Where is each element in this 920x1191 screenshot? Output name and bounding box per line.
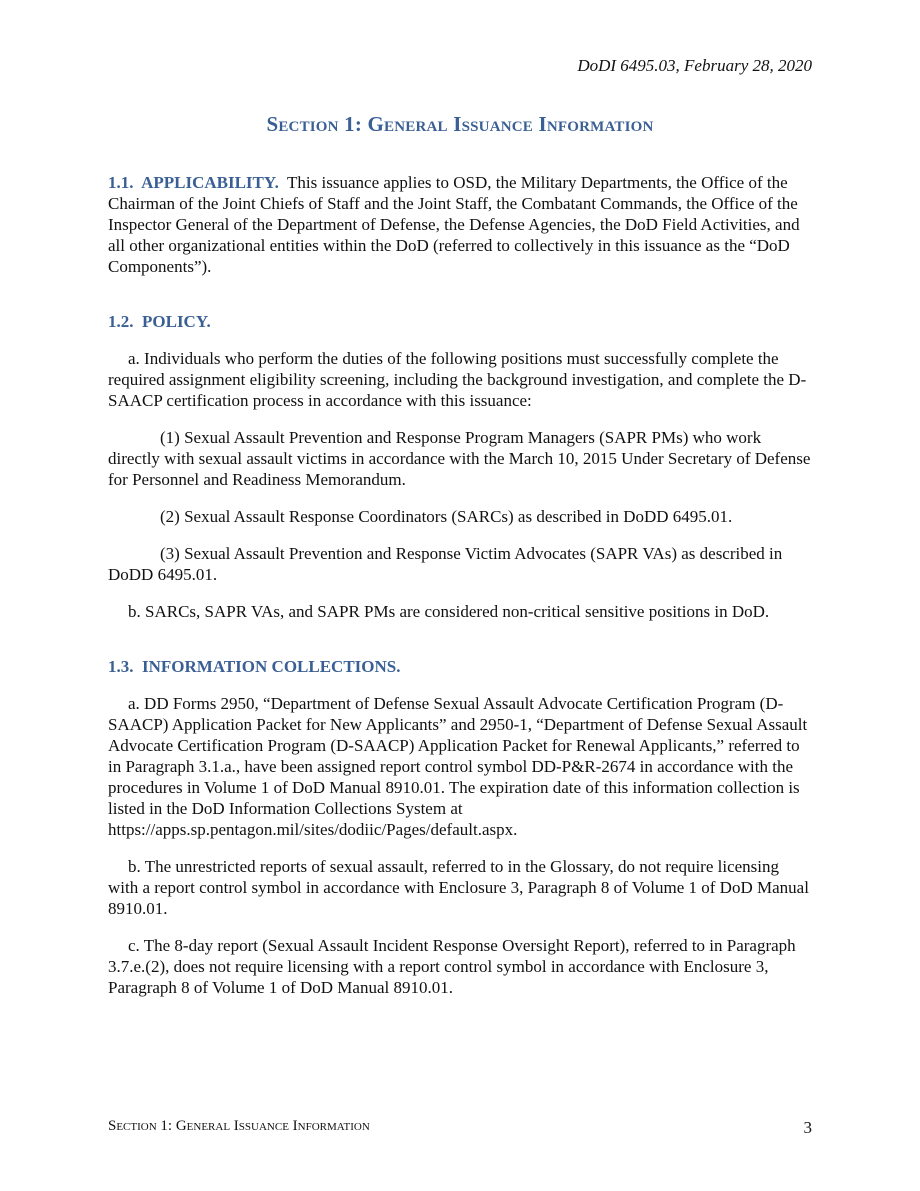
paragraph-1-3-a: a. DD Forms 2950, “Department of Defense Sexual Assault Advocate Certification Program (D-SAACP) Application Packet for New Applicants” and 2950-1, “Department of Defense Sexual Assault Advocate Certification Program (D-SAACP) Application Packet for Renewal Applicants,” referred to in Paragraph 3.1.a., have been assigned report control symbol DD-P&R-2674 in accordance with the procedures in Volume 1 of DoD Manual 8910.01. The expiration date of this information collection is listed in the DoD Information Collections System at https://apps.sp.pentagon.mil/sites/dodiic/Pages/default.aspx. [108, 694, 808, 839]
section-1-3-heading: INFORMATION COLLECTIONS. [142, 657, 401, 676]
section-1-2-heading-line [108, 311, 812, 332]
paragraph-1-2-a-2: (2) Sexual Assault Response Coordinators (SARCs) as described in DoDD 6495.01. [160, 507, 733, 526]
page-footer [108, 1118, 812, 1135]
footer-section-title: Section 1: General Issuance Information [108, 1118, 370, 1134]
section-title: Section 1: General Issuance Information [266, 112, 654, 136]
running-head: DoDI 6495.03, February 28, 2020 [577, 56, 812, 75]
section-1-2-number: 1.2. [108, 312, 134, 331]
section-1-3-heading-line [108, 656, 812, 677]
section-1-1-heading: APPLICABILITY. [141, 173, 279, 192]
paragraph-1-2-a: a. Individuals who perform the duties of the following positions must successfully complete the required assignment eligibility screening, including the background investigation, and complete the D-SAACP certification process in accordance with this issuance: [108, 349, 807, 410]
paragraph-1-2-b: b. SARCs, SAPR VAs, and SAPR PMs are considered non-critical sensitive positions in DoD. [128, 602, 770, 621]
section-1-1 [108, 172, 812, 277]
section-1-1-number: 1.1. [108, 173, 134, 192]
page-number: 3 [803, 1118, 812, 1137]
paragraph-1-3-c: c. The 8-day report (Sexual Assault Incident Response Oversight Report), referred to in Paragraph 3.7.e.(2), does not require licensing with a report control symbol in accordance with Enclosure 3, Paragraph 8 of Volume 1 of DoD Manual 8910.01. [108, 936, 796, 997]
paragraph-1-3-b: b. The unrestricted reports of sexual assault, referred to in the Glossary, do not require licensing with a report control symbol in accordance with Enclosure 3, Paragraph 8 of Volume 1 of DoD Manual 8910.01. [108, 857, 809, 918]
section-1-2-heading: POLICY. [142, 312, 211, 331]
section-1-1-text: This issuance applies to OSD, the Military Departments, the Office of the Chairman of the Joint Chiefs of Staff and the Joint Staff, the Combatant Commands, the Office of the Inspector General of the Department of Defense, the Defense Agencies, the DoD Field Activities, and all other organizational entities within the DoD (referred to collectively in this issuance as the “DoD Components”). [108, 173, 800, 276]
document-body [108, 172, 812, 998]
paragraph-1-2-a-3: (3) Sexual Assault Prevention and Response Victim Advocates (SAPR VAs) as described in DoDD 6495.01. [108, 544, 783, 584]
paragraph-1-2-a-1: (1) Sexual Assault Prevention and Response Program Managers (SAPR PMs) who work directly with sexual assault victims in accordance with the March 10, 2015 Under Secretary of Defense for Personnel and Readiness Memorandum. [108, 428, 811, 489]
section-1-3-number: 1.3. [108, 657, 134, 676]
